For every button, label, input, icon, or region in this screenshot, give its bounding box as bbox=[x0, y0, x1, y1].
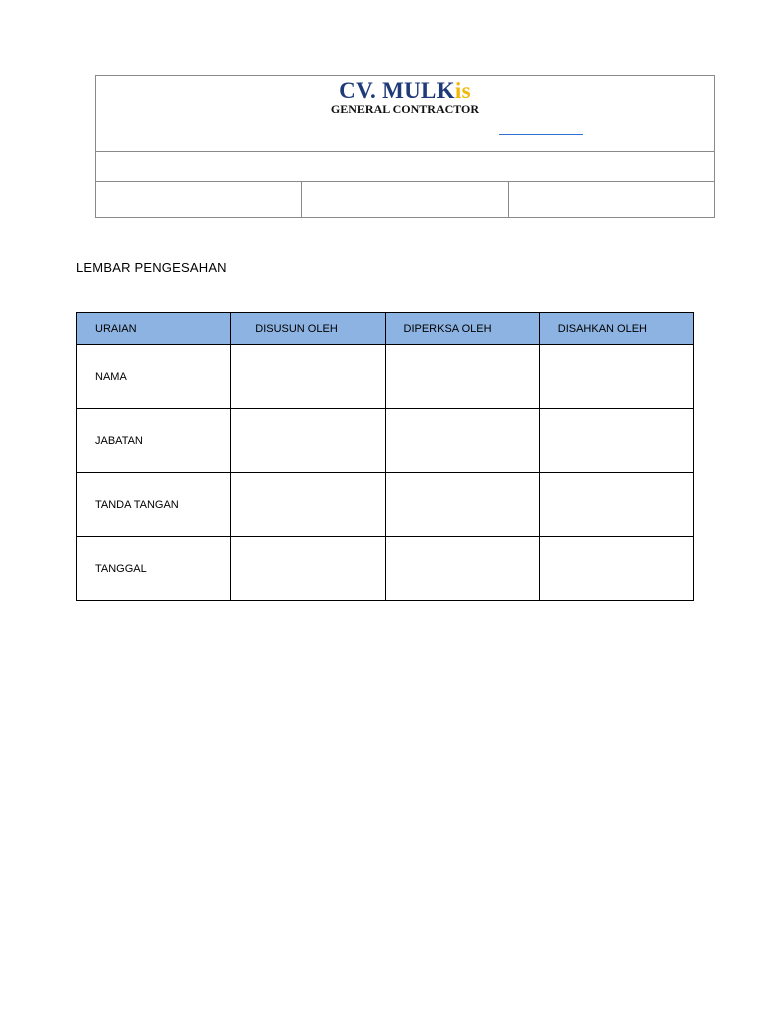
table-row-tanda-tangan bbox=[77, 473, 694, 537]
table-cell bbox=[385, 537, 539, 601]
table-cell bbox=[231, 409, 385, 473]
table-row-nama bbox=[77, 345, 694, 409]
row-label: JABATAN bbox=[77, 409, 231, 473]
table-cell bbox=[539, 537, 693, 601]
table-cell bbox=[231, 345, 385, 409]
table-cell bbox=[539, 409, 693, 473]
header-info-cell-1 bbox=[96, 182, 302, 218]
approval-table bbox=[76, 312, 694, 601]
table-cell bbox=[385, 409, 539, 473]
section-title: LEMBAR PENGESAHAN bbox=[76, 260, 227, 275]
table-header-row bbox=[77, 313, 694, 345]
header-info-row bbox=[96, 182, 714, 218]
link-underline bbox=[499, 134, 583, 135]
table-cell bbox=[231, 537, 385, 601]
header-empty-row bbox=[96, 152, 714, 182]
table-cell bbox=[231, 473, 385, 537]
table-cell bbox=[539, 345, 693, 409]
header-info-cell-3 bbox=[509, 182, 714, 218]
row-label: TANGGAL bbox=[77, 537, 231, 601]
table-row-tanggal bbox=[77, 537, 694, 601]
company-name bbox=[96, 78, 714, 104]
row-label: NAMA bbox=[77, 345, 231, 409]
header-company-block bbox=[96, 76, 714, 152]
column-header-disahkan-oleh: DISAHKAN OLEH bbox=[539, 313, 693, 345]
table-cell bbox=[385, 345, 539, 409]
column-header-diperksa-oleh: DIPERKSA OLEH bbox=[385, 313, 539, 345]
company-name-main: CV. MULK bbox=[339, 78, 455, 103]
table-cell bbox=[385, 473, 539, 537]
row-label: TANDA TANGAN bbox=[77, 473, 231, 537]
company-name-suffix: is bbox=[454, 78, 471, 103]
column-header-uraian: URAIAN bbox=[77, 313, 231, 345]
table-row-jabatan bbox=[77, 409, 694, 473]
header-info-cell-2 bbox=[302, 182, 508, 218]
document-header bbox=[95, 75, 715, 218]
table-cell bbox=[539, 473, 693, 537]
company-subtitle: GENERAL CONTRACTOR bbox=[330, 102, 480, 116]
column-header-disusun-oleh: DISUSUN OLEH bbox=[231, 313, 385, 345]
